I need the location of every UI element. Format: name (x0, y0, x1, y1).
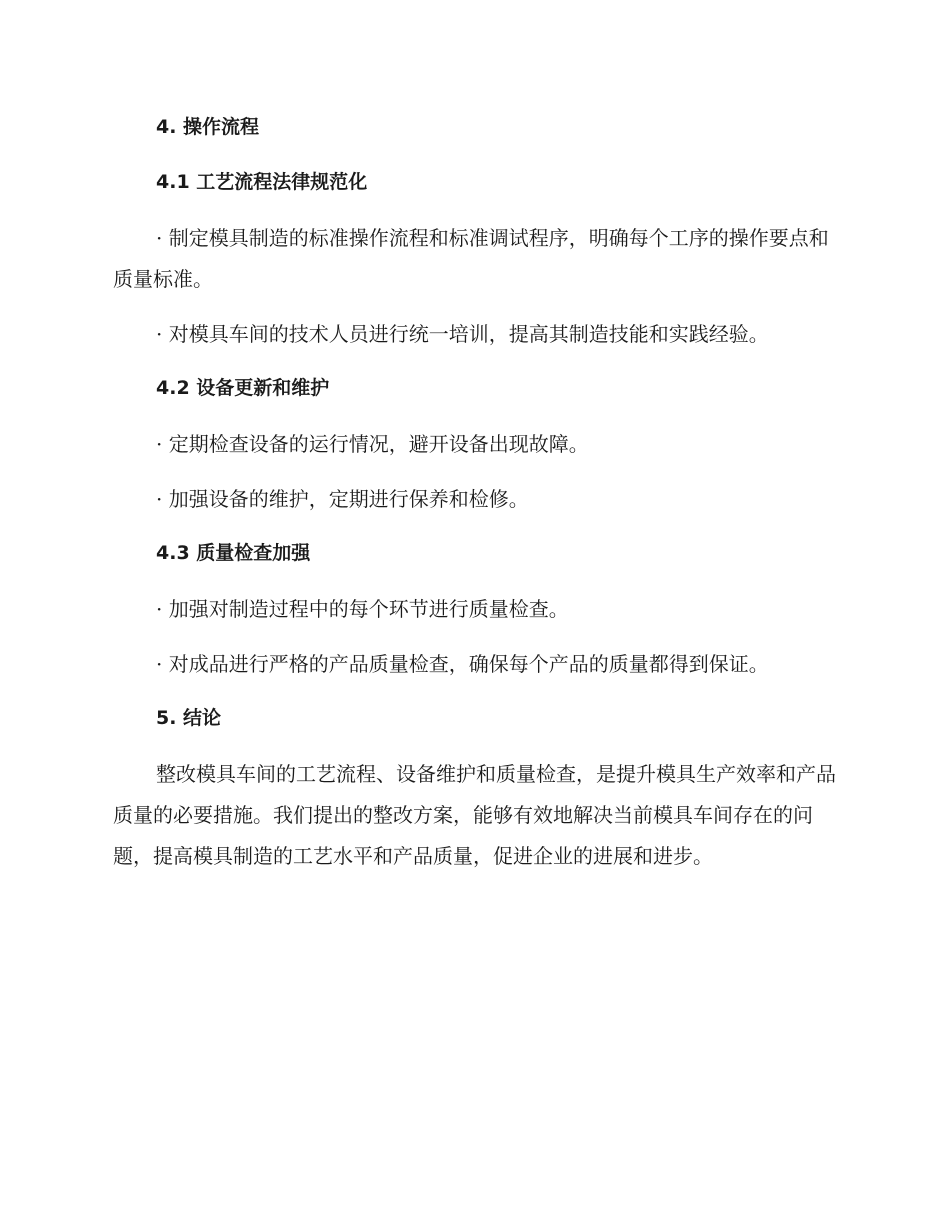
section-heading-4: 4. 操作流程 (156, 116, 260, 138)
conclusion-paragraph: 整改模具车间的工艺流程、设备维护和质量检查，是提升模具生产效率和产品质量的必要措施。我们提出的整改方案，能够有效地解决当前模具车间存在的问题，提高模具制造的工艺水平和产品质量，促进企业的进展和进步。 (113, 762, 836, 868)
subsection-heading-4-3: 4.3 质量检查加强 (156, 542, 311, 564)
bullet-paragraph: · 对模具车间的技术人员进行统一培训，提高其制造技能和实践经验。 (156, 322, 769, 346)
bullet-paragraph: · 加强设备的维护，定期进行保养和检修。 (156, 487, 529, 511)
subsection-heading-4-2: 4.2 设备更新和维护 (156, 377, 330, 399)
bullet-paragraph: · 制定模具制造的标准操作流程和标准调试程序，明确每个工序的操作要点和质量标准。 (113, 226, 829, 291)
bullet-paragraph: · 定期检查设备的运行情况，避开设备出现故障。 (156, 432, 589, 456)
bullet-paragraph: · 对成品进行严格的产品质量检查，确保每个产品的质量都得到保证。 (156, 652, 769, 676)
section-heading-5: 5. 结论 (156, 707, 222, 729)
document-body (113, 108, 837, 891)
subsection-heading-4-1: 4.1 工艺流程法律规范化 (156, 171, 368, 193)
bullet-paragraph: · 加强对制造过程中的每个环节进行质量检查。 (156, 597, 569, 621)
